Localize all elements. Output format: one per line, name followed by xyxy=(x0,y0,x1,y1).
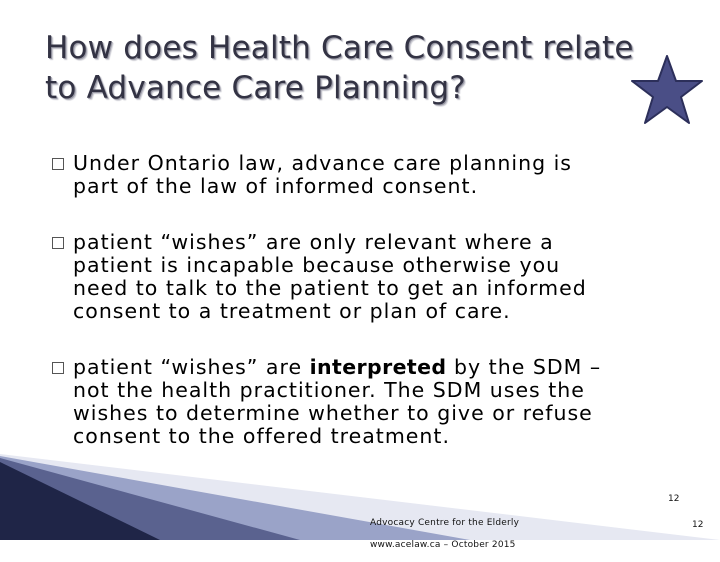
page-number: 12 xyxy=(668,494,680,504)
hollow-square-icon xyxy=(52,237,64,249)
footer-source xyxy=(370,507,519,562)
title-line-1: How does Health Care Consent relate xyxy=(45,30,634,66)
hollow-square-icon xyxy=(52,158,64,170)
bullet-text: patient “wishes” are only relevant where a patient is incapable because otherwise you need to talk to the patient to get an informed consent to a treatment or plan of care. xyxy=(73,230,587,323)
footer-line-1: Advocacy Centre for the Elderly xyxy=(370,518,520,528)
bullet-text-emphasis: interpreted xyxy=(309,355,447,379)
bullet-text: Under Ontario law, advance care planning is part of the law of informed consent. xyxy=(73,151,572,198)
bullet-text xyxy=(73,356,692,448)
bullet-list xyxy=(52,152,692,448)
bullet-item xyxy=(52,356,692,448)
page-number-footer: 12 xyxy=(692,520,704,530)
bullet-item xyxy=(52,231,692,323)
decorative-wedge xyxy=(0,440,720,540)
title-line-2: to Advance Care Planning? xyxy=(45,70,466,106)
slide-title xyxy=(45,28,685,108)
bullet-text-start: patient “wishes” are xyxy=(73,355,310,379)
bullet-item xyxy=(52,152,692,198)
footer-line-2: www.acelaw.ca – October 2015 xyxy=(370,540,516,550)
star-icon xyxy=(630,54,704,126)
hollow-square-icon xyxy=(52,362,64,374)
bullet-text-end: by the SDM – not the health practitioner. The SDM uses the wishes to determine whether to give or refuse consent to the offered treatment. xyxy=(73,355,602,448)
